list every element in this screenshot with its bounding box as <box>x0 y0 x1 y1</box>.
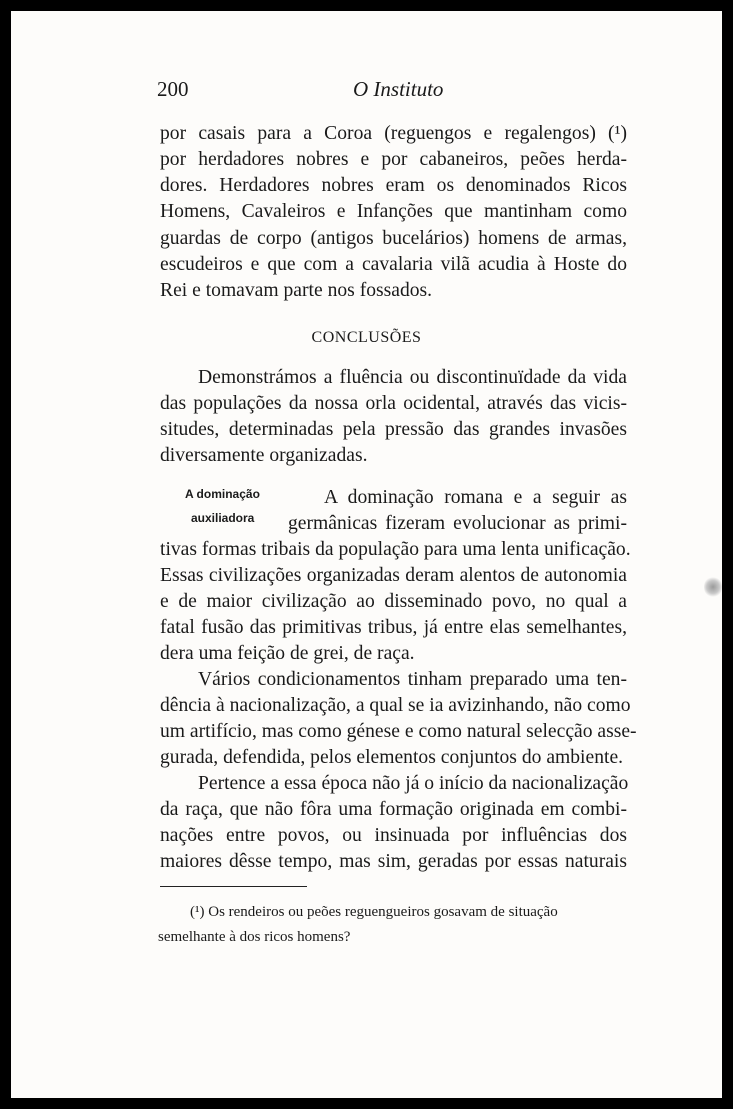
footnote-line2: semelhante à dos ricos homens? <box>158 929 351 945</box>
footnote-rule <box>160 886 307 887</box>
paragraph-line: Vários condicionamentos tinham preparado uma ten- <box>198 669 627 690</box>
paragraph-line: Demonstrámos a fluência ou discontinuïdade da vida <box>198 367 627 388</box>
paragraph-line: Homens, Cavaleiros e Infanções que mantinham como <box>160 201 627 222</box>
paragraph-line: germânicas fizeram evolucionar as primi- <box>288 513 627 534</box>
footnote-line1: (¹) Os rendeiros ou peões reguengueiros gosavam de situação <box>190 904 558 920</box>
section-heading: CONCLUSÕES <box>311 329 422 346</box>
marginal-note-line2: auxiliadora <box>191 511 255 525</box>
paragraph-line: Rei e tomavam parte nos fossados. <box>160 280 433 301</box>
book-page <box>11 11 722 1098</box>
paragraph-line: A dominação romana e a seguir as <box>324 487 627 508</box>
paragraph-line: por herdadores nobres e por cabaneiros, peões herda- <box>160 149 627 170</box>
paragraph-line: gurada, defendida, pelos elementos conjuntos do ambiente. <box>160 747 624 768</box>
paragraph-line: escudeiros e que com a cavalaria vilã acudia à Hoste do <box>160 254 627 275</box>
paragraph-line: por casais para a Coroa (reguengos e regalengos) (¹) <box>160 123 627 144</box>
paragraph-line: da raça, que não fôra uma formação originada em combi- <box>160 799 627 820</box>
paragraph-line: dência à nacionalização, a qual se ia avizinhando, não como <box>160 695 631 716</box>
paragraph-line: maiores dêsse tempo, mas sim, geradas por essas naturais <box>160 851 627 872</box>
paragraph-line: um artifício, mas como génese e como natural selecção asse- <box>160 721 637 742</box>
paragraph-line: das populações da nossa orla ocidental, através das vicis- <box>160 393 627 414</box>
paragraph-line: guardas de corpo (antigos bucelários) homens de armas, <box>160 228 627 249</box>
paragraph-line: dera uma feição de grei, de raça. <box>160 643 415 664</box>
paragraph-line: situdes, determinadas pela pressão das grandes invasões <box>160 419 627 440</box>
paper-blemish <box>704 576 722 598</box>
paragraph-line: tivas formas tribais da população para uma lenta unificação. <box>160 539 631 560</box>
marginal-note-line1: A dominação <box>185 487 260 501</box>
paragraph-line: Pertence a essa época não já o início da nacionalização <box>198 773 629 794</box>
page-number: 200 <box>157 77 189 101</box>
paragraph-line: nações entre povos, ou insinuada por influências dos <box>160 825 627 846</box>
running-title: O Instituto <box>353 77 444 101</box>
paragraph-line: e de maior civilização ao disseminado povo, no qual a <box>160 591 627 612</box>
paragraph-line: dores. Herdadores nobres eram os denominados Ricos <box>160 175 627 196</box>
paragraph-line: fatal fusão das primitivas tribus, já entre elas semelhantes, <box>160 617 627 638</box>
paragraph-line: diversamente organizadas. <box>160 445 368 466</box>
paragraph-line: Essas civilizações organizadas deram alentos de autonomia <box>160 565 627 586</box>
